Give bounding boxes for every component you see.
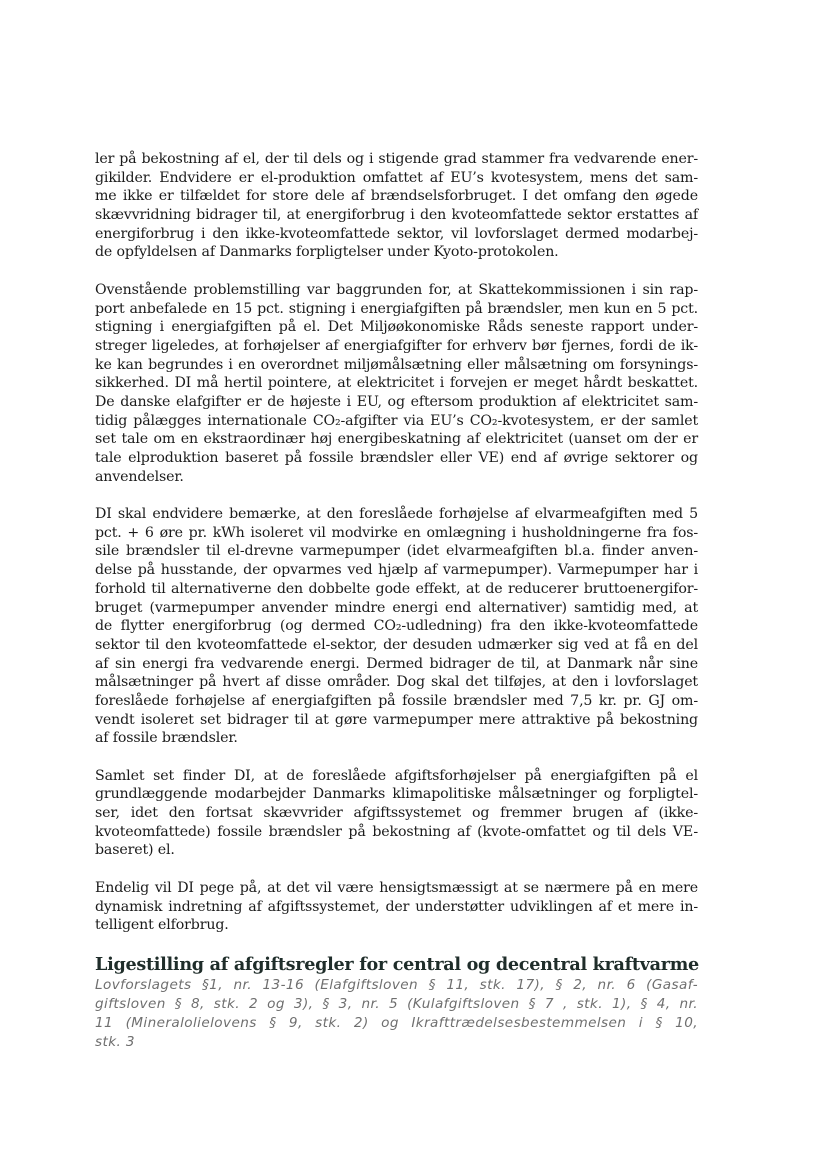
text-line: kvoteomfattede) fossile brændsler på bekostning af (kvote-omfattet og til dels VE- [95,823,698,840]
text-line: vendt isoleret set bidrager til at gøre varmepumper mere attraktive på bekostning [95,711,698,728]
text-line: streger ligeledes, at forhøjelser af energiafgifter for erhverv bør fjernes, fordi de ik- [95,337,698,354]
text-line: pct. + 6 øre pr. kWh isoleret vil modvirke en omlægning i husholdningerne fra fos- [95,524,698,541]
text-line: delse på husstande, der opvarmes ved hjælp af varmepumper). Varmepumper har i [95,562,698,579]
text-line: forhold til alternativerne den dobbelte gode effekt, at de reducerer bruttoenergifor- [95,580,698,597]
text-line: stigning i energiafgiften på el. Det Miljøøkonomiske Råds seneste rapport under- [95,319,698,336]
text-line: De danske elafgifter er de højeste i EU, og eftersom produktion af elektricitet sam- [95,393,698,410]
text-line: grundlæggende modarbejder Danmarks klimapolitiske målsætninger og forpligtel- [95,786,698,803]
paragraph-5 [95,879,698,935]
text-line: målsætninger på hvert af disse områder. Dog skal det tilføjes, at den i lovforslaget [95,674,698,691]
text-line: DI skal endvidere bemærke, at den foreslåede forhøjelse af elvarmeafgiften med 5 [95,506,698,523]
text-line: telligent elforbrug. [95,917,229,934]
text-line: af fossile brændsler. [95,730,238,747]
text-line: dynamisk indretning af afgiftssystemet, der understøtter udviklingen af et mere in- [95,898,698,915]
text-line: sektor til den kvoteomfattede el-sektor, der desuden udmærker sig ved at få en del [95,636,698,653]
text-line: foreslåede forhøjelse af energiafgiften på fossile brændsler med 7,5 kr. pr. GJ om- [95,692,698,709]
text-line: af sin energi fra vedvarende energi. Dermed bidrager de til, at Danmark når sine [95,655,698,672]
text-line: me ikke er tilfældet for store dele af brændselsforbruget. I det omfang den øgede [95,188,698,205]
text-line: ke kan begrundes i en overordnet miljømålsætning eller målsætning om forsynings- [95,356,698,373]
paragraph-2 [95,281,698,487]
text-line: baseret) el. [95,842,175,859]
text-line: Endelig vil DI pege på, at det vil være hensigtsmæssigt at se nærmere på en mere [95,879,698,896]
text-line: ser, idet den fortsat skævvrider afgiftssystemet og fremmer brugen af (ikke- [95,805,698,822]
text-line: energiforbrug i den ikke-kvoteomfattede sektor, vil lovforslaget dermed modarbej- [95,225,698,242]
paragraph-1 [95,150,698,262]
text-line: Ovenstående problemstilling var baggrunden for, at Skattekommissionen i sin rap- [95,281,698,298]
text-line: skævvridning bidrager til, at energiforbrug i den kvoteomfattede sektor erstattes af [95,207,698,224]
text-line: gikilder. Endvidere er el-produktion omfattet af EU’s kvotesystem, mens det sam- [95,169,698,186]
text-line: tale elproduktion baseret på fossile brændsler eller VE) end af øvrige sektorer og [95,450,698,466]
paragraph-4 [95,767,698,860]
text-line: sikkerhed. DI må hertil pointere, at elektricitet i forvejen er meget hårdt beskattet. [95,375,698,392]
text-line: port anbefalede en 15 pct. stigning i energiafgiften på brændsler, men kun en 5 pct. [95,300,698,317]
section-subtitle [95,976,698,1052]
paragraph-3 [95,505,698,748]
text-line: bruget (varmepumper anvender mindre energi end alternativer) samtidig med, at [95,599,698,616]
text-line: anvendelser. [95,468,184,485]
subtitle-line: stk. 3 [95,1033,135,1050]
text-line: de flytter energiforbrug (og dermed CO₂-udledning) fra den ikke-kvoteomfattede [95,618,698,635]
text-line: tidig pålægges internationale CO₂-afgifter via EU’s CO₂-kvotesystem, er der samlet [95,412,698,429]
section-heading: Ligestilling af afgiftsregler for central og decentral kraftvarme [95,953,699,975]
subtitle-line: 11 (Mineralolielovens § 9, stk. 2) og Ikrafttrædelsesbestemmelsen i § 10, [95,1014,698,1031]
text-line: set tale om en ekstraordinær høj energibeskatning af elektricitet (uanset om der er [95,431,698,448]
subtitle-line: Lovforslagets §1, nr. 13-16 (Elafgiftsloven § 11, stk. 17), § 2, nr. 6 (Gasaf- [95,976,698,993]
subtitle-line: giftsloven § 8, stk. 2 og 3), § 3, nr. 5 (Kulafgiftsloven § 7 , stk. 1), § 4, nr. [95,995,698,1012]
text-line: Samlet set finder DI, at de foreslåede afgiftsforhøjelser på energiafgiften på el [95,767,698,784]
document-page [95,150,698,1052]
text-line: de opfyldelsen af Danmarks forpligtelser under Kyoto-protokolen. [95,244,559,261]
text-line: ler på bekostning af el, der til dels og i stigende grad stammer fra vedvarende ener- [95,151,698,167]
text-line: sile brændsler til el-drevne varmepumper (idet elvarmeafgiften bl.a. finder anven- [95,543,698,560]
